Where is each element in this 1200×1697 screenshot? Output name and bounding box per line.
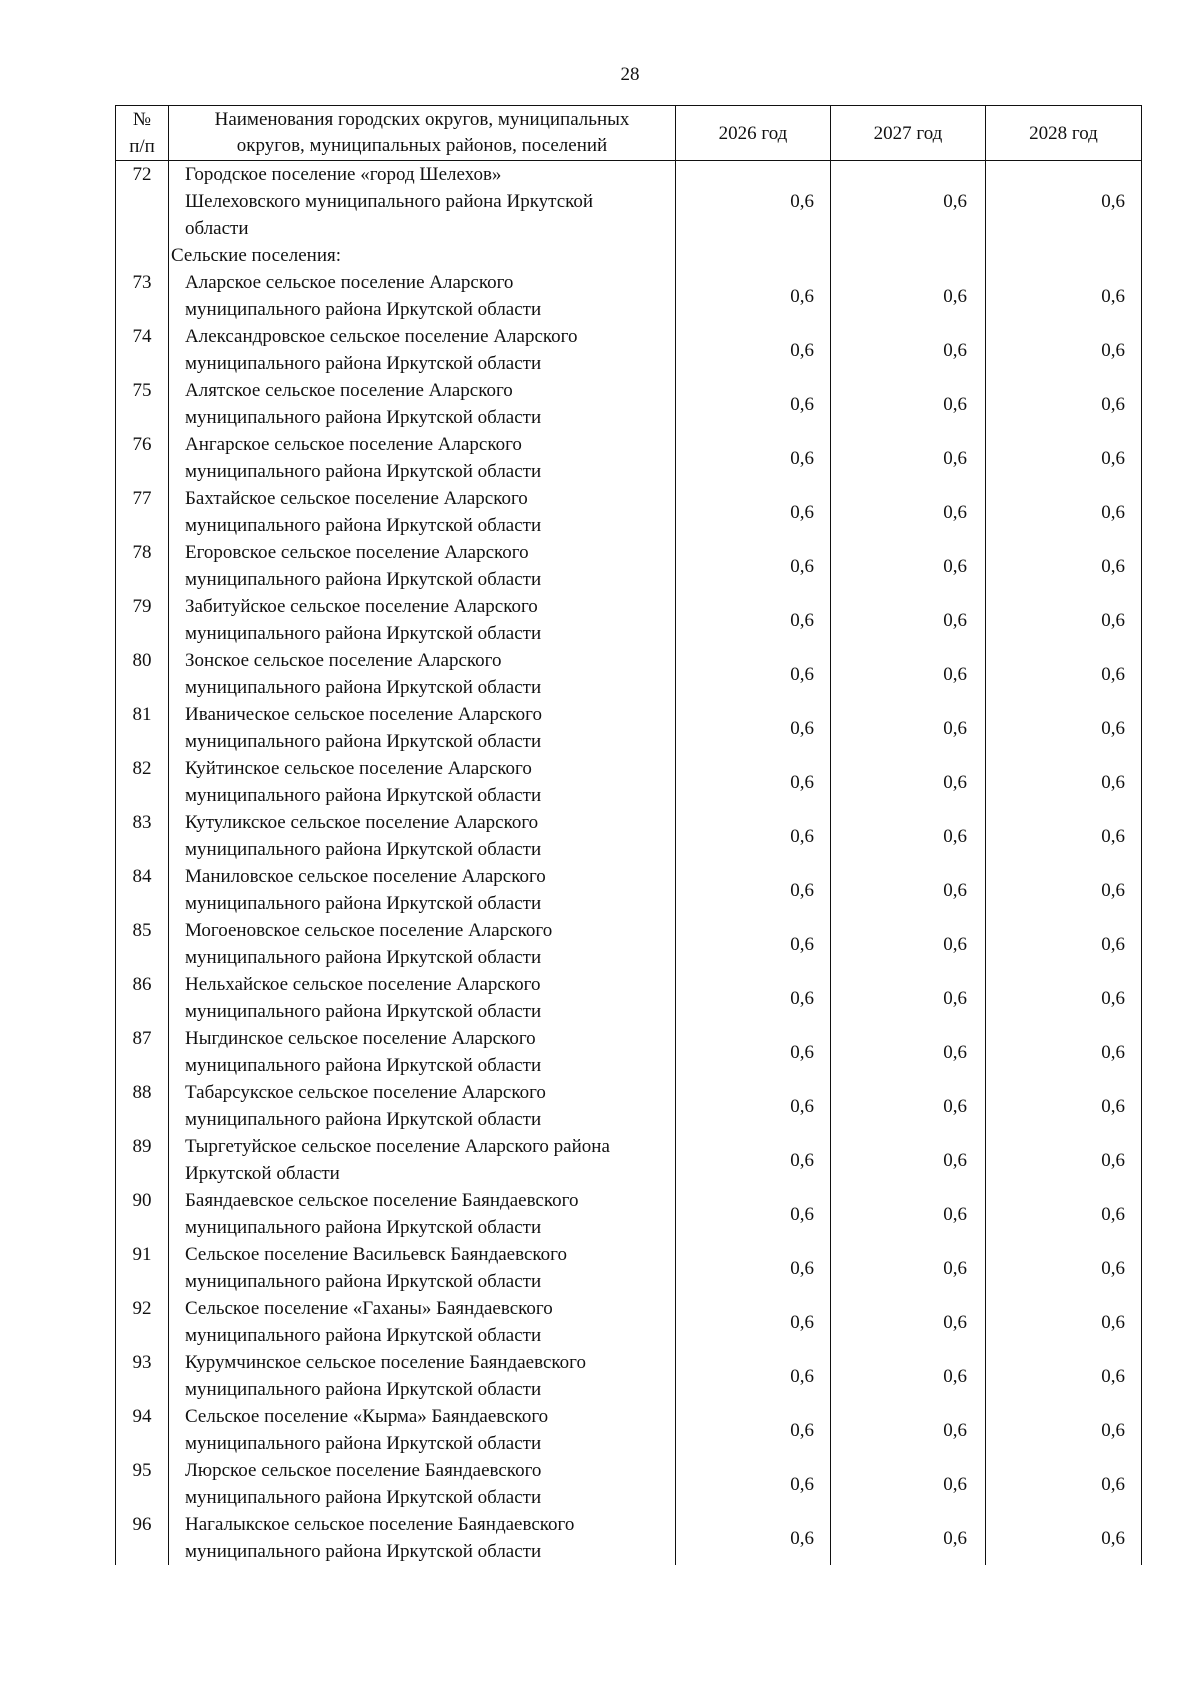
row-name: [169, 377, 676, 431]
row-name-line: муниципального района Иркутской области: [185, 1001, 542, 1022]
row-value-2026: 0,6: [676, 863, 831, 917]
table-row: [116, 377, 1142, 431]
row-name-line: Кутуликское сельское поселение Аларского: [185, 812, 539, 833]
row-name: [169, 1133, 676, 1187]
header-name: [169, 106, 676, 161]
row-value-2028: 0,6: [986, 1511, 1142, 1565]
row-value-2027: 0,6: [831, 755, 986, 809]
row-name: [169, 539, 676, 593]
row-name-line: Бахтайское сельское поселение Аларского: [185, 488, 528, 509]
row-value-2027: 0,6: [831, 377, 986, 431]
row-name-line: области: [185, 218, 249, 239]
row-value-2026: 0,6: [676, 755, 831, 809]
row-value-2026: 0,6: [676, 539, 831, 593]
row-number: 85: [116, 917, 169, 971]
row-value-2027: 0,6: [831, 1457, 986, 1511]
section-number-cell: [116, 242, 169, 269]
row-name: [169, 431, 676, 485]
row-value-2028: 0,6: [986, 539, 1142, 593]
row-name: [169, 755, 676, 809]
row-name-line: муниципального района Иркутской области: [185, 515, 542, 536]
row-name: [169, 323, 676, 377]
row-name-line: Сельское поселение «Кырма» Баяндаевского: [185, 1406, 549, 1427]
row-number: 93: [116, 1349, 169, 1403]
row-value-2027: 0,6: [831, 971, 986, 1025]
table-row: [116, 809, 1142, 863]
header-number-line2: п/п: [129, 136, 155, 157]
row-name-line: Нагалыкское сельское поселение Баяндаевского: [185, 1514, 575, 1535]
row-name: [169, 269, 676, 323]
table-header: [116, 106, 1142, 161]
row-number: 89: [116, 1133, 169, 1187]
row-value-2026: 0,6: [676, 1025, 831, 1079]
row-name-line: муниципального района Иркутской области: [185, 569, 542, 590]
row-number: 80: [116, 647, 169, 701]
row-value-2027: 0,6: [831, 647, 986, 701]
row-name-line: муниципального района Иркутской области: [185, 785, 542, 806]
table-row: [116, 917, 1142, 971]
row-value-2026: 0,6: [676, 161, 831, 243]
row-name-line: муниципального района Иркутской области: [185, 1433, 542, 1454]
row-name-line: Иркутской области: [185, 1163, 340, 1184]
row-name-line: муниципального района Иркутской области: [185, 839, 542, 860]
row-value-2027: 0,6: [831, 269, 986, 323]
page-number: 28: [620, 64, 640, 85]
row-value-2026: 0,6: [676, 1187, 831, 1241]
row-value-2028: 0,6: [986, 1133, 1142, 1187]
table-row: [116, 701, 1142, 755]
row-number: 94: [116, 1403, 169, 1457]
row-name-line: Ныгдинское сельское поселение Аларского: [185, 1028, 536, 1049]
row-value-2026: 0,6: [676, 701, 831, 755]
table-row: [116, 1187, 1142, 1241]
row-name: [169, 701, 676, 755]
table-row: [116, 863, 1142, 917]
row-name-line: Тыргетуйское сельское поселение Аларского района: [185, 1136, 610, 1157]
row-name-line: Сельское поселение Васильевск Баяндаевского: [185, 1244, 567, 1265]
row-name-line: муниципального района Иркутской области: [185, 407, 542, 428]
row-value-2026: 0,6: [676, 647, 831, 701]
table-row: [116, 485, 1142, 539]
row-value-2027: 0,6: [831, 1187, 986, 1241]
row-name: [169, 161, 676, 243]
row-name-line: Шелеховского муниципального района Иркутской: [185, 191, 594, 212]
row-name-line: муниципального района Иркутской области: [185, 461, 542, 482]
table-row: [116, 1403, 1142, 1457]
row-name-line: муниципального района Иркутской области: [185, 1109, 542, 1130]
row-name: [169, 593, 676, 647]
row-value-2028: 0,6: [986, 1241, 1142, 1295]
row-value-2026: 0,6: [676, 323, 831, 377]
row-value-2028: 0,6: [986, 917, 1142, 971]
row-value-2026: 0,6: [676, 1133, 831, 1187]
row-value-2028: 0,6: [986, 485, 1142, 539]
row-name-line: муниципального района Иркутской области: [185, 893, 542, 914]
header-2027: 2027 год: [831, 106, 986, 161]
row-number: 83: [116, 809, 169, 863]
row-name-line: Баяндаевское сельское поселение Баяндаевского: [185, 1190, 579, 1211]
row-value-2028: 0,6: [986, 1079, 1142, 1133]
row-name: [169, 1025, 676, 1079]
row-number: 78: [116, 539, 169, 593]
table-row: [116, 1511, 1142, 1565]
row-value-2027: 0,6: [831, 809, 986, 863]
row-number: 88: [116, 1079, 169, 1133]
row-value-2026: 0,6: [676, 1457, 831, 1511]
table-row: [116, 593, 1142, 647]
row-name-line: Егоровское сельское поселение Аларского: [185, 542, 529, 563]
row-value-2027: 0,6: [831, 539, 986, 593]
row-name-line: Могоеновское сельское поселение Аларского: [185, 920, 553, 941]
row-name-line: Аларское сельское поселение Аларского: [185, 272, 514, 293]
row-value-2027: 0,6: [831, 1025, 986, 1079]
row-number: 91: [116, 1241, 169, 1295]
row-number: 90: [116, 1187, 169, 1241]
row-value-2026: 0,6: [676, 917, 831, 971]
row-name-line: Люрское сельское поселение Баяндаевского: [185, 1460, 542, 1481]
header-number: [116, 106, 169, 161]
row-name-line: Городское поселение «город Шелехов»: [185, 164, 502, 185]
row-name: [169, 647, 676, 701]
row-name: [169, 971, 676, 1025]
row-number: 82: [116, 755, 169, 809]
row-value-2027: 0,6: [831, 485, 986, 539]
section-cell-2028: [986, 242, 1142, 269]
row-name: [169, 1295, 676, 1349]
row-name-line: Забитуйское сельское поселение Аларского: [185, 596, 538, 617]
row-name: [169, 1079, 676, 1133]
table-row: [116, 1025, 1142, 1079]
row-name: [169, 1241, 676, 1295]
row-value-2028: 0,6: [986, 701, 1142, 755]
table-row: [116, 1349, 1142, 1403]
row-value-2027: 0,6: [831, 431, 986, 485]
row-value-2026: 0,6: [676, 971, 831, 1025]
row-name: [169, 485, 676, 539]
row-value-2027: 0,6: [831, 1511, 986, 1565]
row-value-2028: 0,6: [986, 647, 1142, 701]
row-value-2028: 0,6: [986, 1295, 1142, 1349]
row-value-2028: 0,6: [986, 863, 1142, 917]
row-value-2028: 0,6: [986, 809, 1142, 863]
table-body: [116, 161, 1142, 1566]
row-name-line: муниципального района Иркутской области: [185, 299, 542, 320]
section-label: Сельские поселения:: [169, 242, 676, 269]
row-value-2026: 0,6: [676, 1403, 831, 1457]
row-name: [169, 1457, 676, 1511]
row-name-line: муниципального района Иркутской области: [185, 1487, 542, 1508]
row-name: [169, 809, 676, 863]
table-row: [116, 269, 1142, 323]
row-name-line: Зонское сельское поселение Аларского: [185, 650, 502, 671]
row-value-2026: 0,6: [676, 1079, 831, 1133]
section-cell-2027: [831, 242, 986, 269]
row-number: 92: [116, 1295, 169, 1349]
table-row: [116, 755, 1142, 809]
row-name-line: муниципального района Иркутской области: [185, 1217, 542, 1238]
row-value-2027: 0,6: [831, 161, 986, 243]
row-name-line: муниципального района Иркутской области: [185, 731, 542, 752]
row-name-line: Алятское сельское поселение Аларского: [185, 380, 513, 401]
row-value-2026: 0,6: [676, 593, 831, 647]
row-value-2028: 0,6: [986, 1187, 1142, 1241]
row-name-line: Куйтинское сельское поселение Аларского: [185, 758, 532, 779]
row-number: 75: [116, 377, 169, 431]
table-row: [116, 431, 1142, 485]
row-name-line: муниципального района Иркутской области: [185, 677, 542, 698]
row-value-2027: 0,6: [831, 1349, 986, 1403]
row-name: [169, 1349, 676, 1403]
row-value-2028: 0,6: [986, 755, 1142, 809]
row-name-line: Иваническое сельское поселение Аларского: [185, 704, 542, 725]
row-name-line: Ангарское сельское поселение Аларского: [185, 434, 522, 455]
row-value-2028: 0,6: [986, 593, 1142, 647]
row-name-line: муниципального района Иркутской области: [185, 1055, 542, 1076]
row-name: [169, 1187, 676, 1241]
table-row: [116, 1241, 1142, 1295]
row-number: 72: [116, 161, 169, 243]
row-number: 87: [116, 1025, 169, 1079]
row-name-line: муниципального района Иркутской области: [185, 1379, 542, 1400]
row-name-line: Табарсукское сельское поселение Аларского: [185, 1082, 546, 1103]
row-value-2027: 0,6: [831, 917, 986, 971]
row-value-2028: 0,6: [986, 1457, 1142, 1511]
row-number: 79: [116, 593, 169, 647]
section-cell-2026: [676, 242, 831, 269]
row-value-2026: 0,6: [676, 431, 831, 485]
table-row: [116, 971, 1142, 1025]
row-name-line: Александровское сельское поселение Аларского: [185, 326, 578, 347]
table-row: [116, 1295, 1142, 1349]
row-value-2028: 0,6: [986, 1025, 1142, 1079]
row-value-2028: 0,6: [986, 323, 1142, 377]
row-name-line: муниципального района Иркутской области: [185, 353, 542, 374]
row-name-line: муниципального района Иркутской области: [185, 1325, 542, 1346]
row-value-2028: 0,6: [986, 431, 1142, 485]
row-number: 77: [116, 485, 169, 539]
row-name-line: Нельхайское сельское поселение Аларского: [185, 974, 541, 995]
row-value-2027: 0,6: [831, 593, 986, 647]
row-number: 84: [116, 863, 169, 917]
table-row: [116, 161, 1142, 243]
row-name-line: Сельское поселение «Гаханы» Баяндаевского: [185, 1298, 553, 1319]
table-row: [116, 539, 1142, 593]
row-value-2027: 0,6: [831, 323, 986, 377]
row-value-2027: 0,6: [831, 1295, 986, 1349]
header-name-line1: Наименования городских округов, муниципальных: [214, 109, 630, 130]
row-value-2027: 0,6: [831, 863, 986, 917]
row-name-line: муниципального района Иркутской области: [185, 1541, 542, 1562]
table-row: [116, 1079, 1142, 1133]
header-number-line1: №: [132, 109, 152, 130]
row-number: 86: [116, 971, 169, 1025]
row-number: 73: [116, 269, 169, 323]
table-row: [116, 647, 1142, 701]
row-name-line: Курумчинское сельское поселение Баяндаевского: [185, 1352, 586, 1373]
row-name: [169, 1511, 676, 1565]
row-value-2028: 0,6: [986, 1349, 1142, 1403]
row-name-line: муниципального района Иркутской области: [185, 623, 542, 644]
section-row: [116, 242, 1142, 269]
row-value-2028: 0,6: [986, 269, 1142, 323]
row-value-2027: 0,6: [831, 1403, 986, 1457]
table-row: [116, 1457, 1142, 1511]
row-number: 95: [116, 1457, 169, 1511]
row-value-2026: 0,6: [676, 1511, 831, 1565]
row-number: 81: [116, 701, 169, 755]
header-2026: 2026 год: [676, 106, 831, 161]
table-row: [116, 323, 1142, 377]
settlements-table: [115, 105, 1142, 1565]
row-name: [169, 863, 676, 917]
row-value-2026: 0,6: [676, 377, 831, 431]
row-value-2027: 0,6: [831, 1133, 986, 1187]
row-name-line: Маниловское сельское поселение Аларского: [185, 866, 546, 887]
row-value-2026: 0,6: [676, 1349, 831, 1403]
row-value-2027: 0,6: [831, 1079, 986, 1133]
row-number: 74: [116, 323, 169, 377]
row-name-line: муниципального района Иркутской области: [185, 1271, 542, 1292]
row-value-2026: 0,6: [676, 1241, 831, 1295]
row-value-2028: 0,6: [986, 377, 1142, 431]
row-value-2027: 0,6: [831, 701, 986, 755]
row-value-2026: 0,6: [676, 485, 831, 539]
row-name-line: муниципального района Иркутской области: [185, 947, 542, 968]
row-name: [169, 1403, 676, 1457]
row-value-2028: 0,6: [986, 161, 1142, 243]
row-number: 76: [116, 431, 169, 485]
row-name: [169, 917, 676, 971]
row-value-2026: 0,6: [676, 809, 831, 863]
row-value-2028: 0,6: [986, 971, 1142, 1025]
header-2028: 2028 год: [986, 106, 1142, 161]
table-row: [116, 1133, 1142, 1187]
row-value-2026: 0,6: [676, 1295, 831, 1349]
row-value-2027: 0,6: [831, 1241, 986, 1295]
header-name-line2: округов, муниципальных районов, поселений: [236, 135, 608, 156]
row-value-2026: 0,6: [676, 269, 831, 323]
row-value-2028: 0,6: [986, 1403, 1142, 1457]
row-number: 96: [116, 1511, 169, 1565]
